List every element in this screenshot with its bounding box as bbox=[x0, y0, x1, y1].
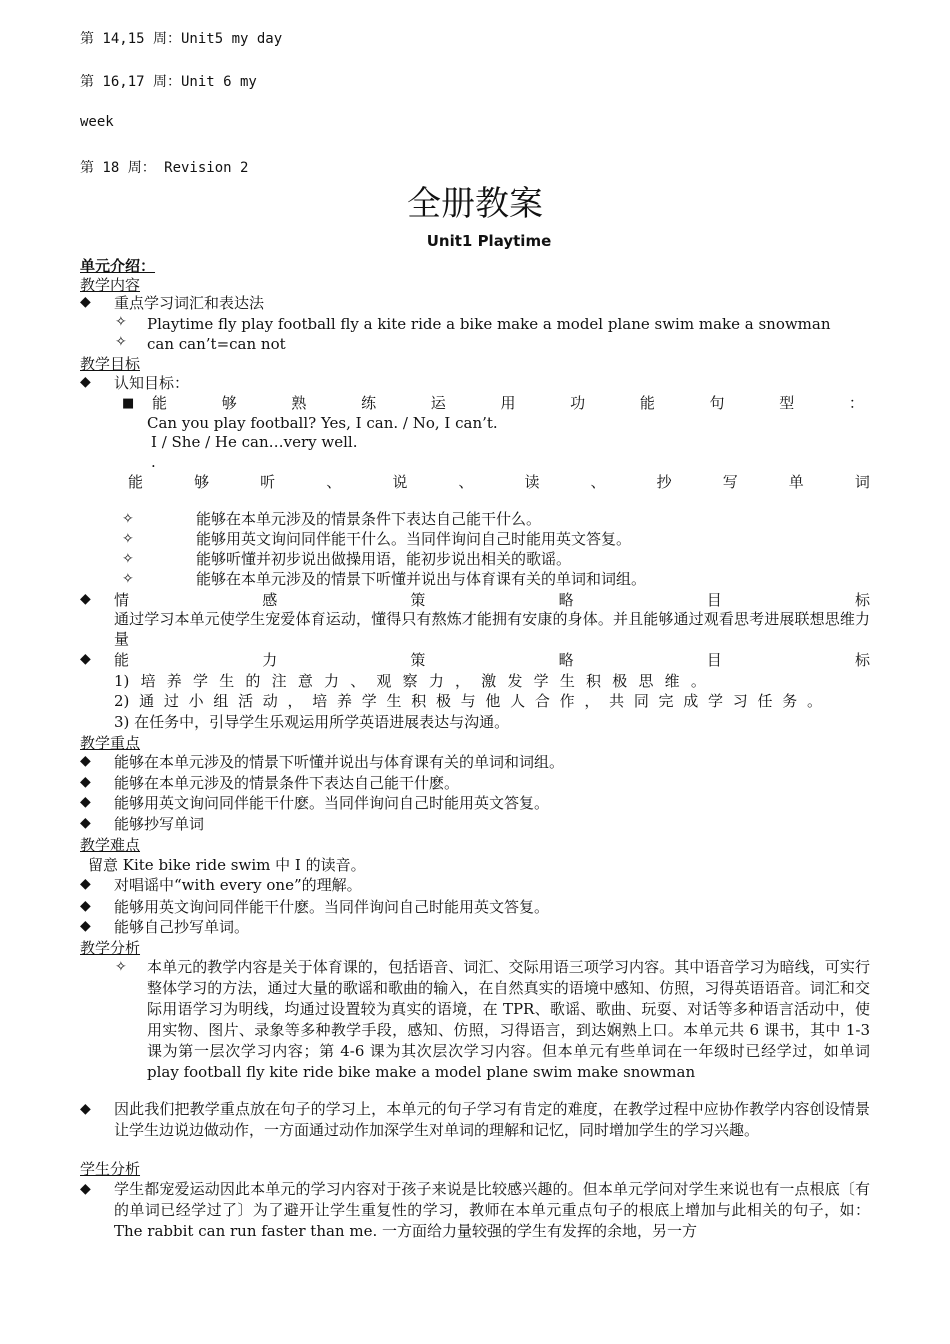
star-bullet-icon: ✧ bbox=[115, 959, 127, 975]
sentence-pattern-1: Can you play football? Yes, I can. / No, I can’t. bbox=[147, 414, 498, 432]
difficulty-note: 留意 Kite bike ride swim 中 I 的读音。 bbox=[88, 856, 366, 874]
cognitive-goal-label: 认知目标： bbox=[114, 374, 190, 392]
difficulty-item: 对唱谣中“with every one”的理解。 bbox=[114, 876, 362, 894]
emotion-goal-text: 通过学习本单元使学生宠爱体育运动，懂得只有熬炼才能拥有安康的身体。并且能够通过观看思考进展联想思维力量 bbox=[114, 610, 870, 648]
key-point-item: 能够在本单元涉及的情景条件下表达自己能干什麽。 bbox=[114, 774, 460, 792]
diamond-bullet-icon: ◆ bbox=[80, 876, 91, 892]
schedule-line-1: 第 14,15 周：Unit5 my day bbox=[80, 31, 283, 47]
content-can: can can’t=can not bbox=[147, 335, 286, 353]
ability-goal-heading: 能 力 策 略 目 标 bbox=[114, 651, 870, 669]
schedule-line-3: week bbox=[80, 114, 114, 130]
key-point-item: 能够用英文询问同伴能干什麽。当同伴询问自己时能用英文答复。 bbox=[114, 794, 550, 812]
diamond-bullet-icon: ◆ bbox=[80, 918, 91, 934]
star-bullet-icon: ✧ bbox=[115, 334, 127, 350]
square-bullet-icon: ■ bbox=[122, 396, 135, 411]
sentence-pattern-3: . bbox=[151, 453, 156, 471]
student-analysis-heading: 学生分析 bbox=[80, 1160, 141, 1178]
analysis-heading: 教学分析 bbox=[80, 939, 141, 957]
diamond-bullet-icon: ◆ bbox=[80, 374, 91, 390]
ability-pattern-line: 能 够 熟 练 运 用 功 能 句 型 ： bbox=[152, 394, 864, 412]
star-bullet-icon: ✧ bbox=[122, 551, 134, 567]
listen-speak-line: 能 够 听 、 说 、 读 、 抄 写 单 词 bbox=[128, 473, 870, 491]
analysis-follow-paragraph: 因此我们把教学重点放在句子的学习上，本单元的句子学习有肯定的难度，在教学过程中应协作教学内容创设情景让学生边说边做动作，一方面通过动作加深学生对单词的理解和记忆，同时增加学生的学习兴趣。 bbox=[114, 1100, 870, 1139]
schedule-line-4: 第 18 周： Revision 2 bbox=[80, 160, 249, 176]
goals-heading: 教学目标 bbox=[80, 355, 141, 373]
diamond-bullet-icon: ◆ bbox=[80, 1181, 91, 1197]
star-bullet-icon: ✧ bbox=[122, 511, 134, 527]
cognitive-item: 能够用英文询问同伴能干什么。当同伴询问自己时能用英文答复。 bbox=[196, 530, 632, 548]
star-bullet-icon: ✧ bbox=[122, 571, 134, 587]
document-subtitle: Unit1 Playtime bbox=[426, 232, 552, 250]
diamond-bullet-icon: ◆ bbox=[80, 815, 91, 831]
sentence-pattern-2: I / She / He can…very well. bbox=[151, 433, 358, 451]
difficulty-item: 能够用英文询问同伴能干什麽。当同伴询问自己时能用英文答复。 bbox=[114, 898, 550, 916]
ability-goal-item-1: 1) 培 养 学 生 的 注 意 力 、 观 察 力 ， 激 发 学 生 积 极 思 维 。 bbox=[114, 672, 706, 690]
unit-intro-heading: 单元介绍： bbox=[80, 257, 156, 275]
content-bullet-text: 重点学习词汇和表达法 bbox=[114, 294, 265, 312]
difficulty-item: 能够自己抄写单词。 bbox=[114, 918, 250, 936]
diamond-bullet-icon: ◆ bbox=[80, 591, 91, 607]
cognitive-item: 能够在本单元涉及的情景条件下表达自己能干什么。 bbox=[196, 510, 542, 528]
cognitive-item: 能够听懂并初步说出做操用语，能初步说出相关的歌谣。 bbox=[196, 550, 572, 568]
diamond-bullet-icon: ◆ bbox=[80, 1101, 91, 1117]
star-bullet-icon: ✧ bbox=[122, 531, 134, 547]
ability-goal-item-3: 3) 在任务中，引导学生乐观运用所学英语进展表达与沟通。 bbox=[114, 713, 510, 731]
diamond-bullet-icon: ◆ bbox=[80, 774, 91, 790]
diamond-bullet-icon: ◆ bbox=[80, 753, 91, 769]
analysis-paragraph: 本单元的教学内容是关于体育课的，包括语音、词汇、交际用语三项学习内容。其中语音学习为暗线，可实行整体学习的方法，通过大量的歌谣和歌曲的输入，在自然真实的语境中感知、仿照，习得英语语音。词汇和交际用语学习为明线，均通过设置较为真实的语境，在 TPR、歌谣、歌曲、玩耍、对话等多种语言活动中，使用实物、图片、录象等多种教学手段，感知、仿照，习得语言，到达娴熟上口。本单元共 6 课书，其中 1-3 课为第一层次学习内容；第 4-6 课为其次层次学习内容。但本单元有些单词在一年级时已经学过，如单词 play football fly kite ride bike make a model plane swim make snowman bbox=[147, 958, 870, 1081]
content-vocab: Playtime fly play football fly a kite ride a bike make a model plane swim make a snowman bbox=[147, 315, 831, 333]
diamond-bullet-icon: ◆ bbox=[80, 794, 91, 810]
student-analysis-paragraph: 学生都宠爱运动因此本单元的学习内容对于孩子来说是比较感兴趣的。但本单元学问对学生来说也有一点根底〔有的单词已经学过了〕为了避开让学生重复性的学习，教师在本单元重点句子的根底上增加与此相关的句子，如：The rabbit can run faster than me. 一方面给力量较强的学生有发挥的余地，另一方 bbox=[114, 1180, 870, 1240]
difficulty-heading: 教学难点 bbox=[80, 836, 141, 854]
star-bullet-icon: ✧ bbox=[115, 314, 127, 330]
key-point-item: 能够抄写单词 bbox=[114, 815, 205, 833]
key-point-item: 能够在本单元涉及的情景下听懂并说出与体育课有关的单词和词组。 bbox=[114, 753, 565, 771]
cognitive-item: 能够在本单元涉及的情景下听懂并说出与体育课有关的单词和词组。 bbox=[196, 570, 647, 588]
document-title: 全册教案 bbox=[407, 184, 543, 224]
diamond-bullet-icon: ◆ bbox=[80, 294, 91, 310]
emotion-goal-heading: 情 感 策 略 目 标 bbox=[114, 591, 870, 609]
schedule-line-2: 第 16,17 周：Unit 6 my bbox=[80, 74, 257, 90]
diamond-bullet-icon: ◆ bbox=[80, 898, 91, 914]
key-points-heading: 教学重点 bbox=[80, 734, 141, 752]
diamond-bullet-icon: ◆ bbox=[80, 651, 91, 667]
content-heading: 教学内容 bbox=[80, 276, 141, 294]
ability-goal-item-2: 2) 通 过 小 组 活 动 ， 培 养 学 生 积 极 与 他 人 合 作 ， 共 同 完 成 学 习 任 务 。 bbox=[114, 692, 822, 710]
